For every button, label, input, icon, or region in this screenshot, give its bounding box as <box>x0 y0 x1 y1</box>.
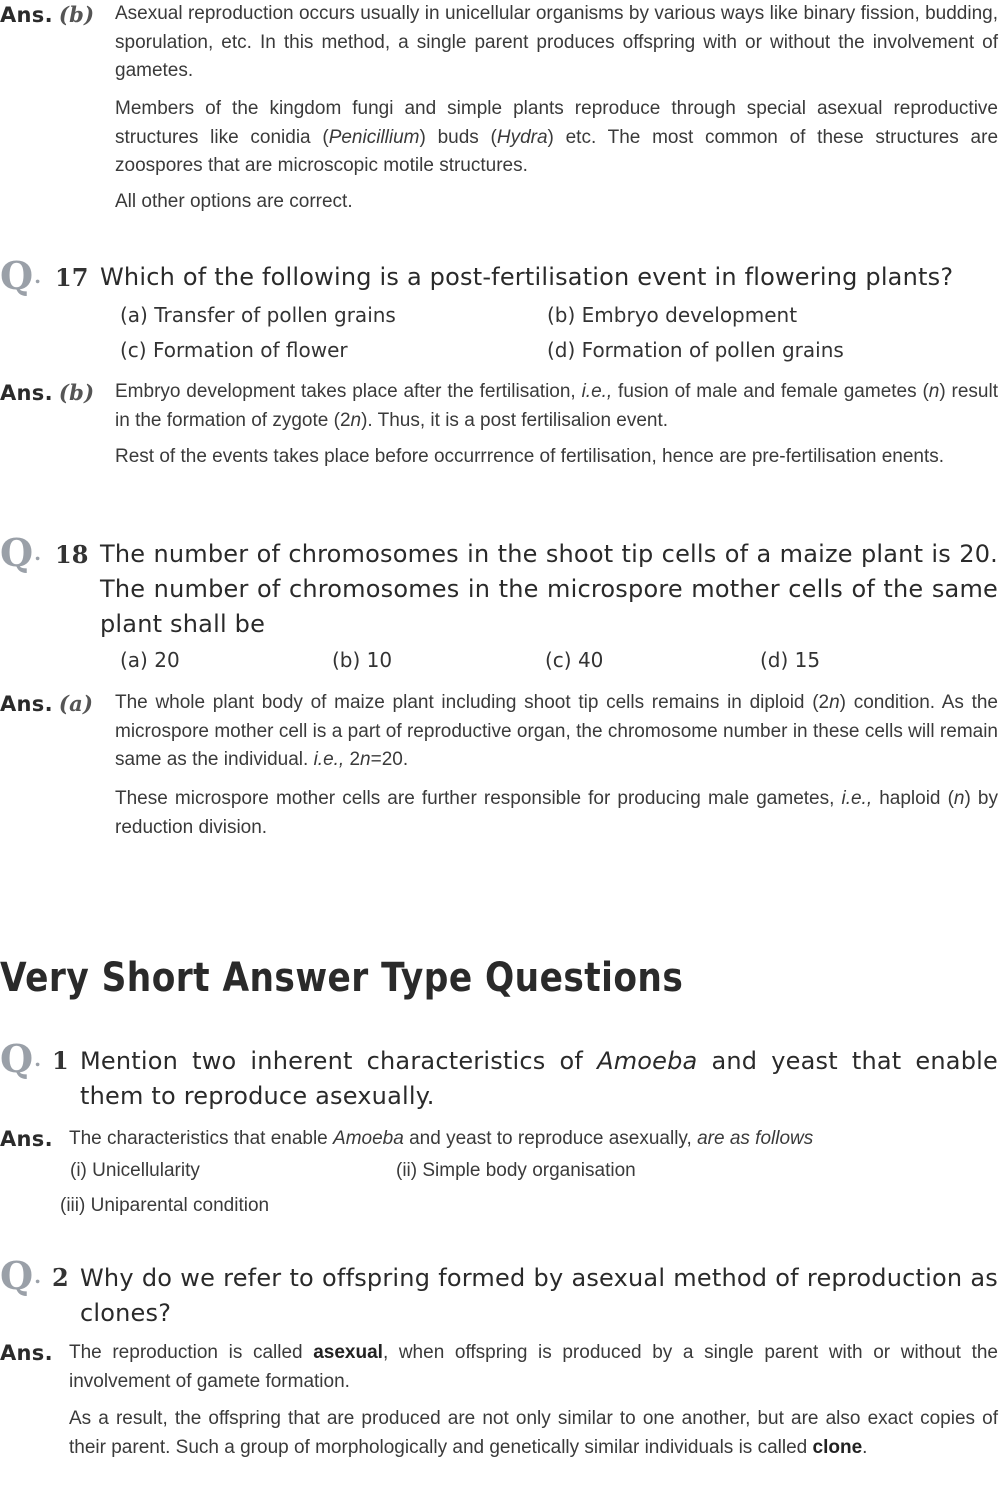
question-number: 18 <box>55 540 89 569</box>
option-c: (c) Formation of flower <box>120 338 348 362</box>
question-marker: Q. <box>0 1253 42 1298</box>
answer-option: (a) <box>58 691 94 716</box>
answer-label: Ans. <box>0 1127 53 1151</box>
question-marker: Q. <box>0 530 42 575</box>
option-a: (a) 20 <box>120 648 180 672</box>
option-d: (d) Formation of pollen grains <box>547 338 844 362</box>
short-question-2 <box>0 1253 999 1337</box>
question-text: The number of chromosomes in the shoot tip cells of a maize plant is 20. The number of chromosomes in the microspore mother cells of the same plant shall be <box>100 540 998 638</box>
question-text: Why do we refer to offspring formed by asexual method of reproduction as clones? <box>80 1264 998 1327</box>
answer-paragraph: Rest of the events takes place before occurrrence of fertilisation, hence are pre-fertilisation enents. <box>115 446 945 467</box>
option-d: (d) 15 <box>760 648 821 672</box>
option-c: (c) 40 <box>545 648 604 672</box>
answer-18 <box>0 689 999 844</box>
question-text: Mention two inherent characteristics of Amoeba and yeast that enable them to reproduce asexually. <box>80 1047 998 1110</box>
answer-paragraph: Asexual reproduction occurs usually in unicellular organisms by various ways like binary fission, budding, sporulation, etc. In this method, a single parent produces offspring with or without the involvement of gametes. <box>115 3 998 81</box>
answer-label: Ans. (b) <box>0 380 95 405</box>
option-b: (b) Embryo development <box>547 303 798 327</box>
question-17 <box>0 255 999 375</box>
question-number: 1 <box>52 1046 69 1075</box>
question-number: 17 <box>55 263 89 292</box>
short-answer-1 <box>0 1125 999 1225</box>
section-heading: Very Short Answer Type Questions <box>0 955 684 1001</box>
answer-option: (b) <box>58 2 95 27</box>
question-marker: Q. <box>0 253 42 298</box>
answer-label: Ans. (a) <box>0 691 94 716</box>
option-a: (a) Transfer of pollen grains <box>120 303 396 327</box>
question-text: Which of the following is a post-fertilisation event in flowering plants? <box>100 263 954 291</box>
answer-option: (b) <box>58 380 95 405</box>
option-b: (b) 10 <box>332 648 393 672</box>
answer-paragraph: All other options are correct. <box>115 191 353 212</box>
list-item: (ii) Simple body organisation <box>396 1160 636 1181</box>
answer-paragraph: As a result, the offspring that are produced are not only similar to one another, but are also exact copies of their parent. Such a group of morphologically and genetically similar individuals is called clone. <box>69 1408 998 1458</box>
answer-paragraph: The whole plant body of maize plant including shoot tip cells remains in diploid (2n) condition. As the microspore mother cell is a part of reproductive organ, the chromosome number in these cells will remain same as the individual. i.e., 2n=20. <box>115 692 998 770</box>
question-18 <box>0 530 999 680</box>
answer-paragraph: The characteristics that enable Amoeba and yeast to reproduce asexually, are as follows <box>69 1128 814 1149</box>
answer-paragraph: Embryo development takes place after the fertilisation, i.e., fusion of male and female gametes (n) result in the formation of zygote (2n). Thus, it is a post fertilisalion event. <box>115 381 998 431</box>
question-number: 2 <box>52 1263 69 1292</box>
short-answer-2 <box>0 1339 999 1487</box>
list-item: (iii) Uniparental condition <box>60 1195 270 1216</box>
answer-label: Ans. (b) <box>0 2 95 27</box>
short-question-1 <box>0 1036 999 1120</box>
list-item: (i) Unicellularity <box>70 1160 200 1181</box>
answer-paragraph: Members of the kingdom fungi and simple plants reproduce through special asexual reproductive structures like conidia (Penicillium) buds (Hydra) etc. The most common of these structures are zoospores that are microscopic motile structures. <box>115 98 999 176</box>
question-marker: Q. <box>0 1036 42 1081</box>
answer-16 <box>0 0 999 220</box>
answer-label: Ans. <box>0 1341 53 1365</box>
answer-17 <box>0 378 999 503</box>
answer-paragraph: The reproduction is called asexual, when offspring is produced by a single parent with or without the involvement of gamete formation. <box>69 1342 998 1392</box>
answer-paragraph: These microspore mother cells are further responsible for producing male gametes, i.e., haploid (n) by reduction division. <box>115 788 998 838</box>
